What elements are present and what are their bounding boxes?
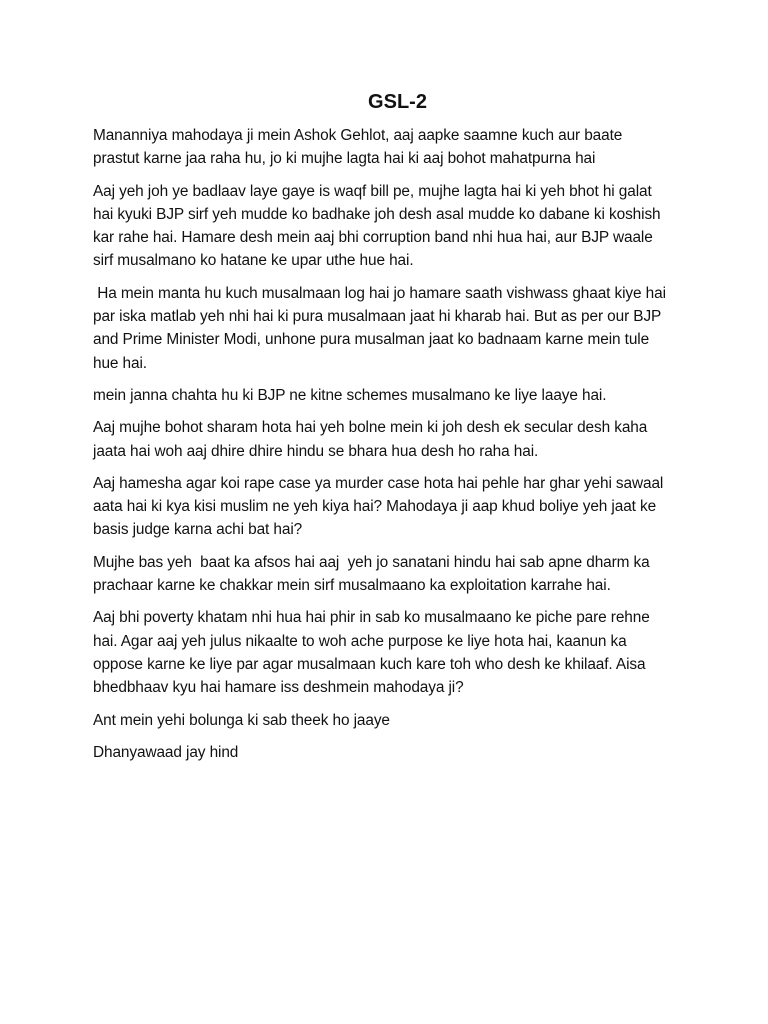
paragraph-5: Aaj mujhe bohot sharam hota hai yeh bolne mein ki joh desh ek secular desh kaha jaata hai woh aaj dhire dhire hindu se bhara hua desh ho raha hai. [93,419,648,460]
paragraph-9: Ant mein yehi bolunga ki sab theek ho jaaye [93,711,390,729]
document-title: GSL-2 [368,91,427,113]
paragraph-2: Aaj yeh joh ye badlaav laye gaye is waqf bill pe, mujhe lagta hai ki yeh bhot hi galat hai kyuki BJP sirf yeh mudde ko badhake joh desh asal mudde ko dabane ki koshish kar rahe hai. Hamare desh mein aaj bhi corruption band nhi hua hai, aur BJP waale sirf musalmano ko hatane ke upar uthe hue hai. [93,182,661,270]
paragraph-3: Ha mein manta hu kuch musalmaan log hai jo hamare saath vishwass ghaat kiye hai par iska matlab yeh nhi hai ki pura musalmaan jaat hi kharab hai. But as per our BJP and Prime Minister Modi, unhone pura musalman jaat ko badnaam karne mein tule hue hai. [93,284,671,372]
paragraph-1: Mananniya mahodaya ji mein Ashok Gehlot, aaj aapke saamne kuch aur baate prastut karne jaa raha hu, jo ki mujhe lagta hai ki aaj bohot mahatpurna hai [93,127,623,168]
paragraph-7: Mujhe bas yeh baat ka afsos hai aaj yeh jo sanatani hindu hai sab apne dharm ka prachaar karne ke chakkar mein sirf musalmaano ka exploitation karrahe hai. [93,553,654,595]
paragraph-4: mein janna chahta hu ki BJP ne kitne schemes musalmano ke liye laaye hai. [93,386,607,404]
paragraph-8: Aaj bhi poverty khatam nhi hua hai phir in sab ko musalmaano ke piche pare rehne hai. Agar aaj yeh julus nikaalte to woh ache purpose ke liye hota hai, kaanun ka oppose karne ke liye par agar musalmaan kuch kare toh who desh ke khilaaf. Aisa bhedbhaav kyu hai hamare iss deshmein mahodaya ji? [93,609,650,697]
paragraph-10: Dhanyawaad jay hind [93,743,239,761]
paragraph-6: Aaj hamesha agar koi rape case ya murder case hota hai pehle har ghar yehi sawaal aata hai ki kya kisi muslim ne yeh kiya hai? Mahodaya ji aap khud boliye yeh jaat ke basis judge karna achi bat hai? [93,474,664,539]
